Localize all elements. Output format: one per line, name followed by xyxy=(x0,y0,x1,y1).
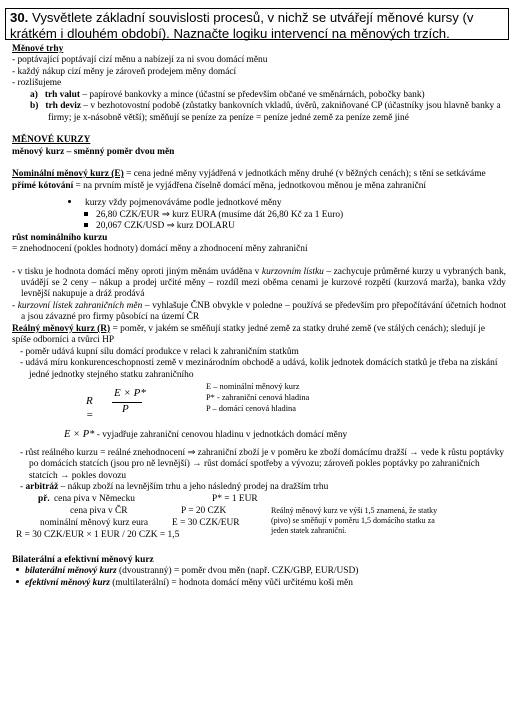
bullet-item xyxy=(16,566,506,577)
example-computation: R = 30 CZK/EUR × 1 EUR / 20 CZK = 1,5 xyxy=(16,529,180,540)
term-kurzovni-listek-zahranicnich: kurzovní lístek zahraničních měn xyxy=(17,300,143,311)
list-item-text: udává míru konkurenceschopnosti země v mezinárodním obchodě a udává, kolik jednotek domácích statků je třeba na získání jedné jednotky stejného statku zahraničního xyxy=(25,358,498,380)
definition-text: = cena jedné měny vyjádřená v jednotkách měny druhé (v běžných cenách); s tění se setkáváme xyxy=(123,169,486,180)
list-item-text: poměr udává kupní sílu domácí produkce v relaci k zahraničním statkům xyxy=(25,346,299,357)
example-text: cena piva v ČR xyxy=(70,505,128,516)
example-text: nominální měnový kurz eura xyxy=(40,517,149,528)
bullet-dot-icon xyxy=(16,580,19,583)
list-item-trh-valut xyxy=(30,90,506,101)
definition-text: – nákup zboží na levnějším trhu a jeho následný prodej na dražším trhu xyxy=(58,482,329,493)
example-value: P = 20 CZK xyxy=(181,505,227,516)
formula-real-rate xyxy=(86,381,506,429)
paragraph-realny-kurz xyxy=(12,324,506,347)
legend-line: E – nominální měnový kurz xyxy=(206,382,300,392)
text-span: - v tisku je hodnota domácí měny oproti jiným měnám uváděna v xyxy=(12,266,262,277)
text-line: = znehodnocení (pokles hodnoty) domácí měny a zhodnocení měny zahraniční xyxy=(12,244,308,255)
paragraph-prime-kotovani xyxy=(12,181,506,192)
term-kurzovni-listek: kurzovním lístku xyxy=(261,266,324,277)
term-nominalni-kurz: Nominální měnový kurz (E) xyxy=(12,169,124,180)
formula-denominator: P xyxy=(122,403,129,416)
legend-line: P* - zahraniční cenová hladina xyxy=(206,393,310,403)
paragraph-nominalni-kurz xyxy=(12,169,506,180)
example-value: P* = 1 EUR xyxy=(212,493,258,504)
term-rust-nominalniho-kurzu: růst nominálního kurzu xyxy=(12,232,108,243)
subheading-menovy-kurz: měnový kurz – směnný poměr dvou měn xyxy=(12,146,175,157)
paragraph-kurzovni-listek-zahranicnich-men: - kurzovní lístek zahraničních měn – vyhlašuje ČNB obvykle v poledne – používá se především pro přepočítávání účetních hodnot a jsou závazné pro firmy působící na území ČR xyxy=(12,300,506,323)
text-span: - vyjadřuje zahraniční cenovou hladinu v jednotkách domácí měny xyxy=(94,430,348,441)
heading-menove-kurzy: MĚNOVÉ KURZY xyxy=(12,135,91,146)
text-span: – zachycuje průměrné kurzy u vybraných bank, uvádějí se 2 ceny – nákup a prodej určité měny – rozdíl mezi oběma cenami je kurzové rozpětí (kurzová marža), banka vždy levnější nakupuje a dráž prodává xyxy=(21,266,506,300)
formula-expression: E × P* xyxy=(64,429,95,441)
text-line: - poptávající poptávají cizí měnu a nabízejí za ni svou domácí měnu xyxy=(12,55,268,66)
square-item-text: 20,067 CZK/USD ⇒ kurz DOLARU xyxy=(96,221,235,232)
definition-text: – v bezhotovostní podobě (zůstatky bankovních vkladů, úvěrů, zakniňované CP (účastníky jsou hlavně banky a firmy; je x-násobně větší); směňují se peníze za peníze = peníze jedné země za peníze země jiné xyxy=(48,101,501,123)
text-span: – vyhlašuje ČNB obvykle v poledne – používá se především pro přepočítávání účetních hodnot a jsou závazné pro firmy působící na území ČR xyxy=(21,300,506,323)
square-bullet-icon xyxy=(84,212,88,216)
list-item: - poměr udává kupní sílu domácí produkce v relaci k zahraničním statkům xyxy=(20,346,299,357)
definition-text: (multilaterální) = hodnota domácí měny vůči určitému koši měn xyxy=(109,577,353,588)
term-trh-valut: trh valut xyxy=(44,89,80,100)
square-item xyxy=(84,221,506,232)
bullet-text: kurzy vždy pojmenováváme podle jednotkové měny xyxy=(85,198,282,209)
list-marker: b) xyxy=(30,101,39,112)
list-item-text: růst reálného kurzu = reálné znehodnocení ⇒ zahraniční zboží je v poměru ke zboží domácímu dražší → vede k růstu poptávky po domácích statcích (jsou pro ně levnější) → růst domácí spotřeby a vývozu; zároveň pokles poptávky po zahraničních statcích → pokles dovozu xyxy=(25,447,505,481)
term-prime-kotovani: přímé kótování xyxy=(12,180,74,191)
formula-expression-line xyxy=(64,429,506,442)
term-trh-deviz: trh deviz xyxy=(45,101,82,112)
bullet-dot-icon xyxy=(16,568,19,571)
square-item-text: 26,80 CZK/EUR ⇒ kurz EURA (musíme dát 26,80 Kč za 1 Euro) xyxy=(96,209,344,220)
document-body xyxy=(12,44,506,589)
list-item: - udává míru konkurenceschopnosti země v mezinárodním obchodě a udává, kolik jednotek domácích statků je třeba na získání jedné jednotky stejného statku zahraničního xyxy=(20,358,498,380)
question-number: 30. xyxy=(10,10,29,25)
definition-text: – papírové bankovky a mince (účastní se především občané ve směnárnách, pobočky bank) xyxy=(80,89,425,100)
list-item-trh-deviz xyxy=(30,101,506,124)
example-block xyxy=(12,494,506,544)
list-marker: a) xyxy=(30,89,38,100)
bullet-item xyxy=(68,198,506,209)
question-box xyxy=(5,8,509,40)
formula-legend xyxy=(206,381,309,414)
list-item-rust-realneho-kurzu: - růst reálného kurzu = reálné znehodnocení ⇒ zahraniční zboží je v poměru ke zboží domácímu dražší → vede k růstu poptávky po domácích statcích (jsou pro ně levnější) → růst domácí spotřeby a vývozu; zároveň pokles poptávky po zahraničních statcích → pokles dovozu xyxy=(20,447,505,481)
term-arbitraz: arbitráž xyxy=(25,482,59,493)
heading-menove-trhy: Měnové trhy xyxy=(12,44,64,54)
formula-lhs: R = xyxy=(86,395,94,421)
formula-numerator: E × P* xyxy=(114,387,146,400)
definition-text: = poměr, v jakém se směňují statky jedné země za statky druhé země (ve stálých cenách); sledují je spíše odborníci a tvůrci HP xyxy=(12,323,485,346)
text-line: - každý nákup cizí měny je zároveň prodejem měny domácí xyxy=(12,66,237,77)
legend-line: P – domácí cenová hladina xyxy=(206,404,296,414)
example-label: př. xyxy=(38,493,50,504)
example-text: cena piva v Německu xyxy=(54,493,135,504)
square-bullet-icon xyxy=(84,223,88,227)
definition-text: (dvoustranný) = poměr dvou měn (např. CZK/GBP, EUR/USD) xyxy=(116,566,359,577)
term-realny-kurz: Reálný měnový kurz (R) xyxy=(12,323,111,334)
heading-bilateralni-efektivni: Bilaterální a efektivní měnový kurz xyxy=(12,554,154,565)
square-item xyxy=(84,210,506,221)
bullet-item xyxy=(16,578,506,589)
paragraph-kurzovni-listek xyxy=(12,267,506,301)
term-bilateralni-kurz: bilaterální měnový kurz xyxy=(25,566,117,577)
example-value: E = 30 CZK/EUR xyxy=(172,517,240,528)
list-item-arbitraz: - arbitráž – nákup zboží na levnějším trhu a jeho následný prodej na dražším trhu xyxy=(20,482,329,493)
bullet-dot-icon xyxy=(68,200,71,203)
question-text: Vysvětlete základní souvislosti procesů, v nichž se utvářejí měnové kursy (v krátkém i dlouhém období). Naznačte logiku intervencí na měnových trzích. xyxy=(10,10,474,41)
example-note: Reálný měnový kurz ve výši 1,5 znamená, že statky (pivo) se směňují v poměru 1,5 domácího statku za jeden statek zahraniční. xyxy=(271,505,438,535)
term-efektivni-kurz: efektivní měnový kurz xyxy=(25,577,110,588)
definition-text: = na prvním místě je vyjádřena číselně domácí měna, jednotkovou měnou je měna zahraniční xyxy=(73,180,427,191)
text-line: - rozlišujeme xyxy=(12,78,62,89)
